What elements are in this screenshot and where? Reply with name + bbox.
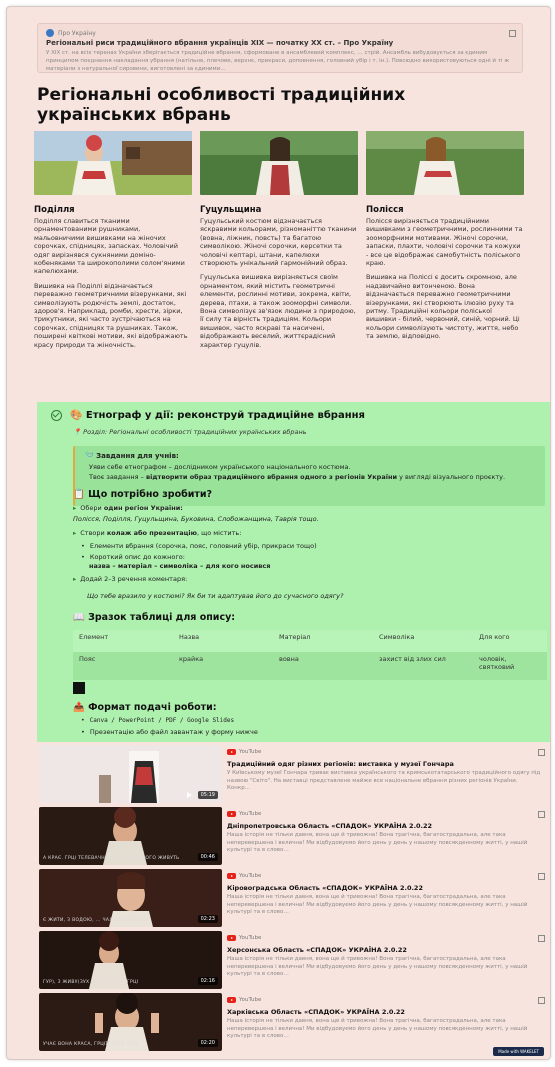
region-text-1: Полісся вирізняється традиційними вишивками з геометричними, рослинними та зооморфними мотивами. Жіночі сорочки, запаски, плахти, чоловічі сорочки та кожухи - все це відображає самобутність поліського краю. (366, 217, 523, 268)
step-1-a: Обери (80, 504, 102, 512)
video-source-name: YouTube (239, 749, 262, 755)
video-source-name: YouTube (239, 935, 262, 941)
video-source (227, 749, 261, 755)
table-cell: захист від злих сил (373, 652, 473, 680)
task-heading-row (51, 410, 365, 421)
video-card[interactable] (37, 931, 551, 989)
link-preview-card[interactable] (37, 23, 523, 73)
check-circle-icon (51, 410, 62, 421)
wordpress-icon (46, 29, 54, 37)
external-link-icon[interactable] (538, 997, 545, 1004)
video-thumbnail[interactable] (39, 869, 222, 927)
youtube-icon (227, 935, 236, 941)
table-cell: вовна (273, 652, 373, 680)
table-heading (73, 612, 235, 623)
task-section: 📍 Розділ: Регіональні особливості традиційних українських вбрань (73, 428, 307, 436)
region-polissia (366, 131, 524, 347)
region-text-2: Вишивка на Поділлі відзначається переважно геометричними візерунками, які символізують родючість землі, достаток, здоров'я. Наприклад, ромби, хрести, зірки, трикутники, які часто зустрічаються на сорочках, спідницях та рушниках. Також, поширені квіткові мотиви, які відображають красу природи та жіночність. (34, 281, 188, 349)
region-title: Гуцульщина (200, 205, 262, 215)
video-thumbnail[interactable] (39, 745, 222, 803)
region-text-2: Вишивка на Поліссі є досить скромною, але надзвичайно витонченою. Вона відзначається переважно геометричними візерунками, які створюють ілюзію руху та ритму. Традиційні кольори поліської вишивки - білий, червоний, синій, чорний. Ці кольори символізують чистоту, життя, небо та землю, відповідно. (366, 273, 520, 341)
format-item-2-text: Презентацію або файл завантаж у форму нижче (89, 728, 258, 736)
video-caption: Є ЖИТИ, З ВОДОЮ, ... ЧАЛУТЬ НЕ Є ЩО (43, 918, 147, 923)
region-text-1: Гуцульський костюм відзначається яскравими кольорами, різноманіттю тканини (вовна, ліжник, повсть) та багатою символікою. Жіночі сорочки, керсетки та чоловічі кептарі, штани, капелюхи створюють унікальний гармонійний образ. (200, 217, 357, 268)
youtube-icon (227, 997, 236, 1003)
region-text-2: Гуцульська вишивка вирізняється своїм орнаментом, який містить геометричні елементи, рослинні мотиви, зокрема, квіти, дерева, птахи, а також зооморфні символи. Вона символізує зв'язок людини з природою, її силу та вірність традиціям. Кольори вишивок, часто яскраві та насичені, відображають веселий, життєрадісний характер гуцулів. (200, 273, 356, 349)
video-description: Наша історія не тільки давня, вона ще й тривожна! Вона трагічна, багатострадальна, але така неперевершена і велична! Ми відбудовуємо його день у день у нашому повсякденному житті, у нашій культурі та в слово… (227, 1018, 528, 1039)
video-description: Наша історія не тільки давня, вона ще й тривожна! Вона трагічна, багатострадальна, але така неперевершена і велична! Ми відбудовуємо його день у день у нашому повсякденному житті, у нашій культурі та в слово… (227, 956, 528, 977)
step-1: ▸ Обери один регіон України: (73, 504, 183, 512)
region-text-1: Поділля славиться тканими орнаментованими рушниками, мальовничими вишивками на жіночих сорочках, спідницях, запасках. Чоловічий одяг вирізнявся сукняними доміно-кобеняками та широкополими солом'яними капелюхами. (34, 217, 185, 276)
video-duration: 02:23 (198, 915, 218, 923)
video-card[interactable] (37, 807, 551, 865)
region-title: Поділля (34, 205, 75, 215)
step-1-c: регіон України: (124, 504, 183, 512)
task-label: 🪡 Завдання для учнів: (85, 452, 179, 460)
step-3: ▸ Додай 2–3 речення коментаря: (73, 575, 188, 583)
region-hutsulshchyna (200, 131, 358, 355)
step-2-b: колаж або презентацію (106, 529, 197, 537)
video-source-name: YouTube (239, 811, 262, 817)
table-cell: Пояс (73, 652, 173, 680)
podillia-photo (34, 131, 192, 195)
regions-list: Полісся, Поділля, Гуцульщина, Буковина, Слобожанщина, Таврія тощо. (73, 515, 319, 523)
youtube-icon (227, 749, 236, 755)
video-thumbnail[interactable] (39, 807, 222, 865)
video-source (227, 997, 261, 1003)
element-item-1: • Елементи вбрання (сорочка, пояс, головний убір, прикраси тощо) (81, 542, 317, 550)
video-thumbnail[interactable] (39, 993, 222, 1051)
video-source-name: YouTube (239, 997, 262, 1003)
table-header-cell: Елемент (73, 630, 173, 652)
video-caption: ГУР), З ЖИВУ(ЗУХ ВАЛА КРАСА, ГРЦІ (43, 980, 139, 985)
youtube-icon (227, 873, 236, 879)
step-3-text: Додай 2–3 речення коментаря: (80, 575, 188, 583)
format-item-1-text: Canva / PowerPoint / PDF / Google Slides (89, 717, 235, 724)
video-title[interactable]: Херсонська Область «СПАДОК» УКРАЇНА 2.0.22 (227, 946, 407, 954)
task-line-2-c: у вигляді візуального проєкту. (399, 473, 506, 481)
video-title[interactable]: Дніпропетровська Область «СПАДОК» УКРАЇНА 2.0.22 (227, 822, 433, 830)
video-thumbnail[interactable] (39, 931, 222, 989)
step-2: ▸ Створи колаж або презентацію , що містить: (73, 529, 242, 537)
task-line-1: Уяви себе етнографом – дослідником українського національного костюма. (89, 463, 351, 471)
format-heading-text: 📤 Формат подачі роботи: (73, 702, 217, 713)
todo-heading-text: 📋 Що потрібно зробити? (73, 489, 213, 500)
video-card[interactable] (37, 745, 551, 803)
page-frame (6, 6, 551, 1060)
video-source (227, 935, 261, 941)
table-header-cell: Для кого (473, 630, 547, 652)
page-title: Регіональні особливості традиційних українських вбрань (37, 85, 406, 125)
link-title[interactable]: Регіональні риси традиційного вбрання українців XIX — початку XX ст. – Про Україну (46, 39, 394, 47)
video-card[interactable] (37, 993, 551, 1051)
table-header-cell: Назва (173, 630, 273, 652)
polissia-photo (366, 131, 524, 195)
table-row (73, 652, 547, 680)
external-link-icon[interactable] (538, 749, 545, 756)
video-caption: А КРАЄ. ГРЦІ ТЕЛЕВАЧНОГО СТОЛОБАЧОГО ЖИВУТЬ (43, 856, 180, 861)
play-icon[interactable] (187, 792, 192, 798)
external-link-icon[interactable] (538, 935, 545, 942)
step-2-a: Створи (80, 529, 105, 537)
hutsulshchyna-photo (200, 131, 358, 195)
format-heading (73, 702, 217, 713)
video-thumbnail-image (39, 745, 222, 803)
video-duration: 02:16 (198, 977, 218, 985)
sample-table (73, 630, 547, 680)
link-source (46, 29, 96, 37)
video-duration: 05:19 (198, 791, 218, 799)
format-item-2: • Презентацію або файл завантаж у форму нижче (81, 728, 258, 736)
youtube-icon (227, 811, 236, 817)
video-caption: УЧАЄ ВОНА КРАСА, ГРЦІЇТ ТЕЛЕ СЕЛІ (43, 1042, 139, 1047)
task-block (37, 402, 551, 742)
element-item-2-bold-text: назва – матеріал – символіка – для кого носився (89, 562, 271, 570)
element-item-2-bold (89, 562, 270, 570)
link-source-name: Про Україну (58, 29, 96, 37)
video-description: Наша історія не тільки давня, вона ще й тривожна! Вона трагічна, багатострадальна, але така неперевершена і велична! Ми відбудовуємо його день у день у нашому повсякденному житті, у нашій культурі та в слово… (227, 894, 528, 915)
made-with-badge[interactable]: Made with WAKELET (493, 1047, 544, 1056)
black-square-block (73, 682, 85, 694)
video-title[interactable]: Традиційний одяг різних регіонів: виставка у музеї Гончара (227, 760, 454, 768)
external-link-icon[interactable] (538, 873, 545, 880)
region-title: Полісся (366, 205, 404, 215)
link-description: У XIX ст. на всіх теренах України зберігається традиційне вбрання, сформоване в ансамблевий комплекс, … стрій. Ансамбль вибудовується за єдиним принципом поєднання накладання убрання (натільне, плечове, верхнє, прикраси, доповнення, головний убір і т. ін.). Повсюдно використовуються одні й ті ж матеріали з натуральної сировини, виготовлені за єдиними… (46, 50, 510, 72)
element-item-2-text: Короткий опис до кожного: (89, 553, 185, 561)
table-heading-text: 📖 Зразок таблиці для опису: (73, 612, 236, 623)
video-source (227, 873, 261, 879)
element-item-2: • Короткий опис до кожного: (81, 553, 185, 561)
task-line-2-a: Твоє завдання – (89, 473, 144, 481)
video-duration: 00:46 (198, 853, 218, 861)
video-title[interactable]: Харківська Область «СПАДОК» УКРАЇНА 2.0.22 (227, 1008, 405, 1016)
question: Що тебе вразило у костюмі? Як би ти адаптував його до сучасного одягу? (87, 592, 344, 600)
task-line-2 (89, 473, 539, 482)
table-header-row (73, 630, 547, 652)
table-cell: чоловік, святковий (473, 652, 547, 680)
video-source (227, 811, 261, 817)
table-header-cell: Символіка (373, 630, 473, 652)
video-title[interactable]: Кіровоградська Область «СПАДОК» УКРАЇНА 2.0.22 (227, 884, 423, 892)
task-line-2-b: відтворити образ традиційного вбрання одного з регіонів України (145, 473, 397, 481)
todo-heading (73, 489, 212, 500)
table-cell: крайка (173, 652, 273, 680)
video-source-name: YouTube (239, 873, 262, 879)
task-heading: 🎨 Етнограф у дії: реконструй традиційне вбрання (70, 410, 365, 421)
video-description: У Київському музеї Гончара триває виставка українського та кримськотатарського традиційного одягу під назвою "Світо". На виставці представлене майже все національне вбрання різних регіонів України. Конкр… (227, 770, 541, 791)
video-description: Наша історія не тільки давня, вона ще й тривожна! Вона трагічна, багатострадальна, але така неперевершена і велична! Ми відбудовуємо його день у день у нашому повсякденному житті, у нашій культурі та в слово… (227, 832, 528, 853)
step-2-c: , що містить: (196, 529, 242, 537)
format-item-1: • Canva / PowerPoint / PDF / Google Slides (81, 717, 235, 724)
element-item-1-text: Елементи вбрання (сорочка, пояс, головний убір, прикраси тощо) (89, 542, 317, 550)
table-header-cell: Матеріал (273, 630, 373, 652)
external-link-icon[interactable] (538, 811, 545, 818)
video-card[interactable] (37, 869, 551, 927)
video-duration: 02:20 (198, 1039, 218, 1047)
step-1-b: один (103, 504, 123, 512)
external-link-icon[interactable] (509, 30, 516, 37)
region-podillia (34, 131, 192, 355)
